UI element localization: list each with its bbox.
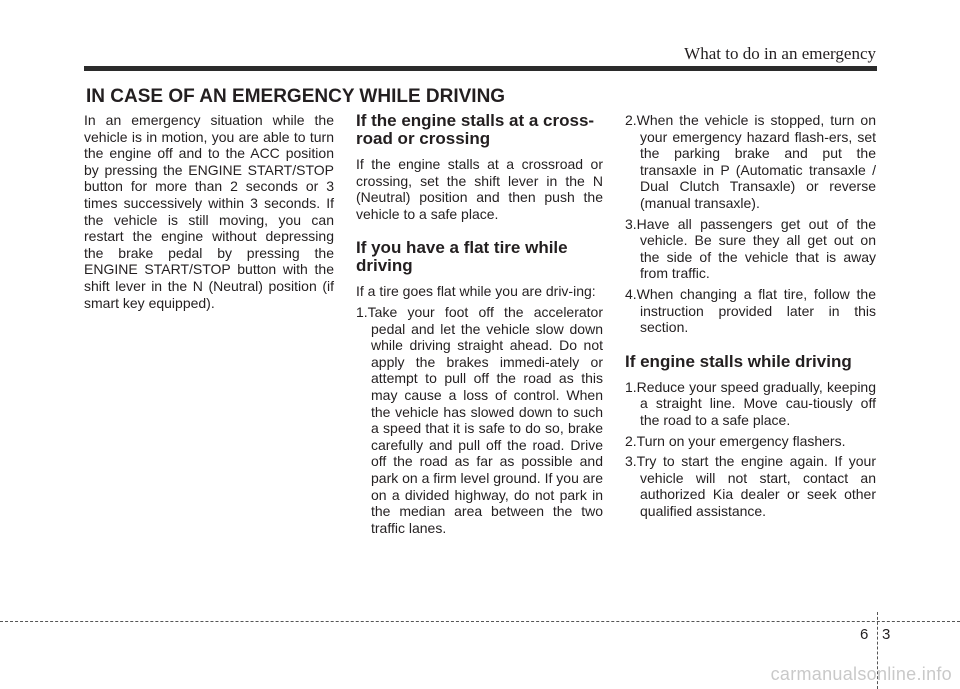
crossing-heading: If the engine stalls at a cross-road or crossing [356, 111, 595, 148]
footer-divider [0, 621, 960, 622]
engine-stall-step-2: 2.Turn on your emergency flashers. [625, 432, 846, 449]
flat-tire-step-3: 3.Have all passengers get out of the vehicle. Be sure they all get out on the side of the vehicle that is away from traffic. [625, 215, 876, 282]
section-title: IN CASE OF AN EMERGENCY WHILE DRIVING [86, 86, 506, 107]
chapter-number: 6 [860, 626, 869, 643]
flat-tire-step-4: 4.When changing a flat tire, follow the instruction provided later in this section. [625, 285, 876, 336]
engine-stall-heading: If engine stalls while driving [625, 351, 852, 371]
column-middle [356, 112, 603, 536]
flat-tire-intro: If a tire goes flat while you are driv-ing: [356, 283, 596, 300]
intro-paragraph: In an emergency situation while the vehicle is in motion, you are able to turn the engine off and to the ACC position by pressing the ENGINE START/STOP button for more than 2 seconds or 3 times successively within 3 seconds. If the vehicle is still moving, you can restart the engine without depressing the brake pedal by pressing the ENGINE START/STOP button with the shift lever in the N (Neutral) position (if smart key equipped). [84, 112, 334, 311]
column-left [84, 112, 334, 311]
flat-tire-step-2: 2.When the vehicle is stopped, turn on your emergency hazard flash-ers, set the parking brake and put the transaxle in P (Automatic transaxle / Dual Clutch Transaxle) or reverse (manual transaxle). [625, 112, 876, 211]
column-right [625, 112, 876, 519]
engine-stall-step-3: 3.Try to start the engine again. If your vehicle will not start, contact an authorized Kia dealer or seek other qualified assistance. [625, 453, 876, 519]
crossing-paragraph: If the engine stalls at a crossroad or crossing, set the shift lever in the N (Neutral) position and then push the vehicle to a safe place. [356, 156, 603, 222]
engine-stall-step-1: 1.Reduce your speed gradually, keeping a straight line. Move cau-tiously off the road to a safe place. [625, 378, 876, 428]
page-number: 3 [882, 626, 891, 643]
flat-tire-heading: If you have a flat tire while driving [356, 238, 568, 276]
chapter-header-title: What to do in an emergency [684, 44, 876, 63]
header-divider [84, 66, 877, 71]
flat-tire-step-1: 1.Take your foot off the accelerator pedal and let the vehicle slow down while driving straight ahead. Do not apply the brakes immedi-ately or attempt to pull off the road as this may cause a loss of control. When the vehicle has slowed down to such a speed that it is safe to do so, brake carefully and pull off the road. Drive off the road as far as possible and park on a firm level ground. If you are on a divided highway, do not park in the median area between the two traffic lanes. [356, 303, 603, 536]
watermark: carmanualsonline.info [770, 664, 952, 684]
